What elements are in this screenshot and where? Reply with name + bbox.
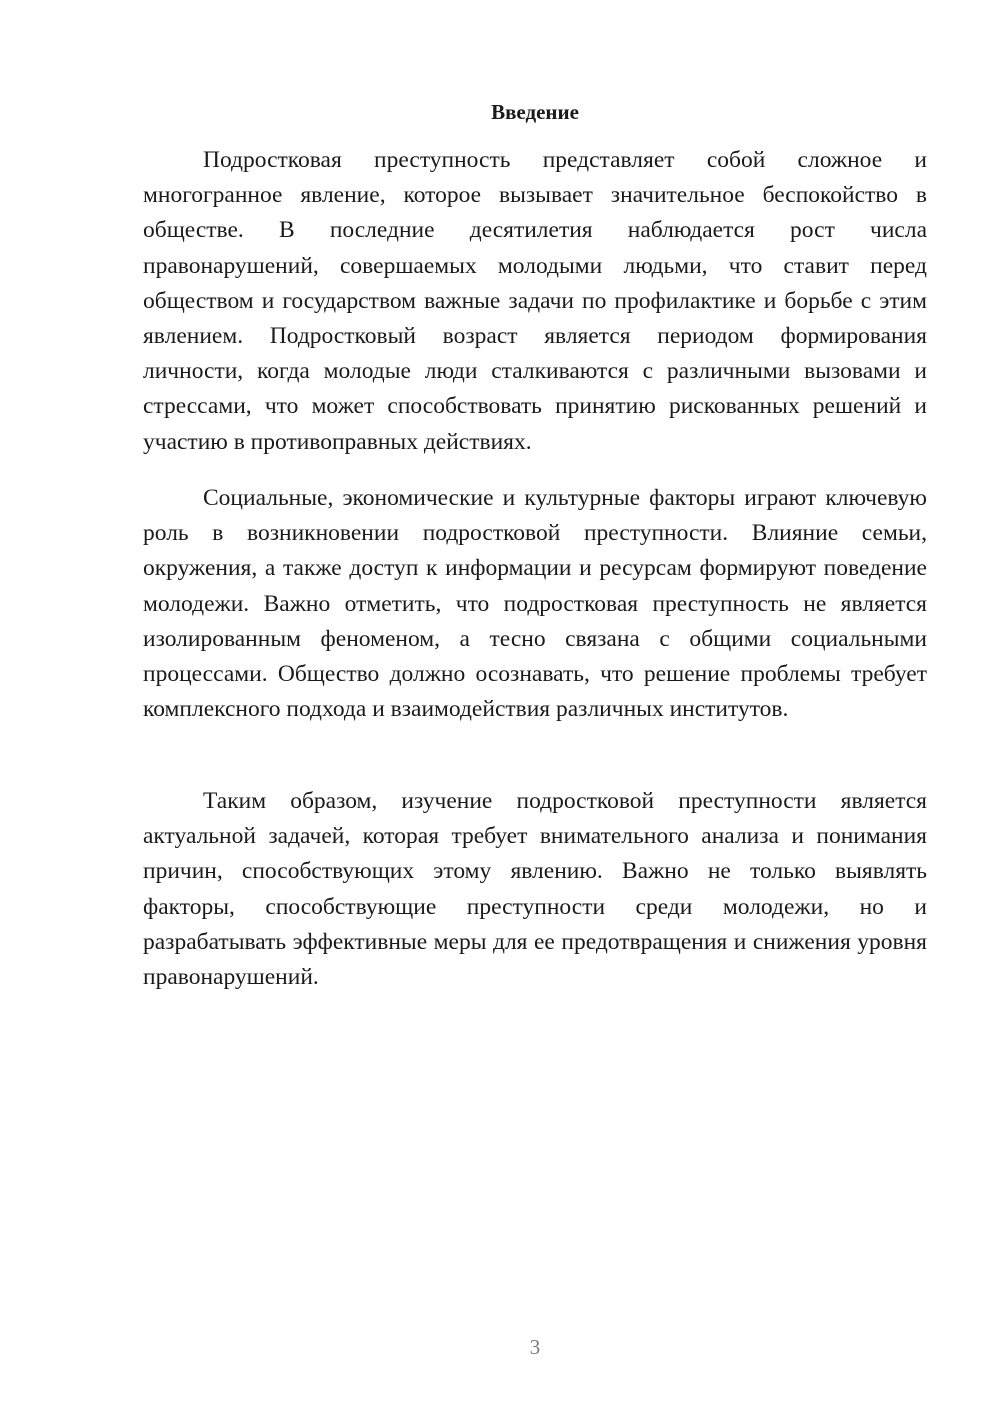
- page-number: 3: [529, 1335, 541, 1359]
- paragraph-2: Социальные, экономические и культурные факторы играют ключевую роль в возникновении подростковой преступности. Влияние семьи, окружения, а также доступ к информации и ресурсам формируют поведение молодежи. Важно отметить, что подростковая преступность не является изолированным феноменом, а тесно связана с общими социальными процессами. Общество должно осознавать, что решение проблемы требует комплексного подхода и взаимодействия различных институтов.: [143, 485, 927, 723]
- paragraph-3: Таким образом, изучение подростковой преступности является актуальной задачей, которая требует внимательного анализа и понимания причин, способствующих этому явлению. Важно не только выявлять факторы, способствующие преступности среди молодежи, но и разрабатывать эффективные меры для ее предотвращения и снижения уровня правонарушений.: [143, 788, 927, 991]
- section-title: Введение: [491, 100, 579, 124]
- paragraph-1: Подростковая преступность представляет собой сложное и многогранное явление, которое вызывает значительное беспокойство в обществе. В последние десятилетия наблюдается рост числа правонарушений, совершаемых молодыми людьми, что ставит перед обществом и государством важные задачи по профилактике и борьбе с этим явлением. Подростковый возраст является периодом формирования личности, когда молодые люди сталкиваются с различными вызовами и стрессами, что может способствовать принятию рискованных решений и участию в противоправных действиях.: [143, 147, 927, 455]
